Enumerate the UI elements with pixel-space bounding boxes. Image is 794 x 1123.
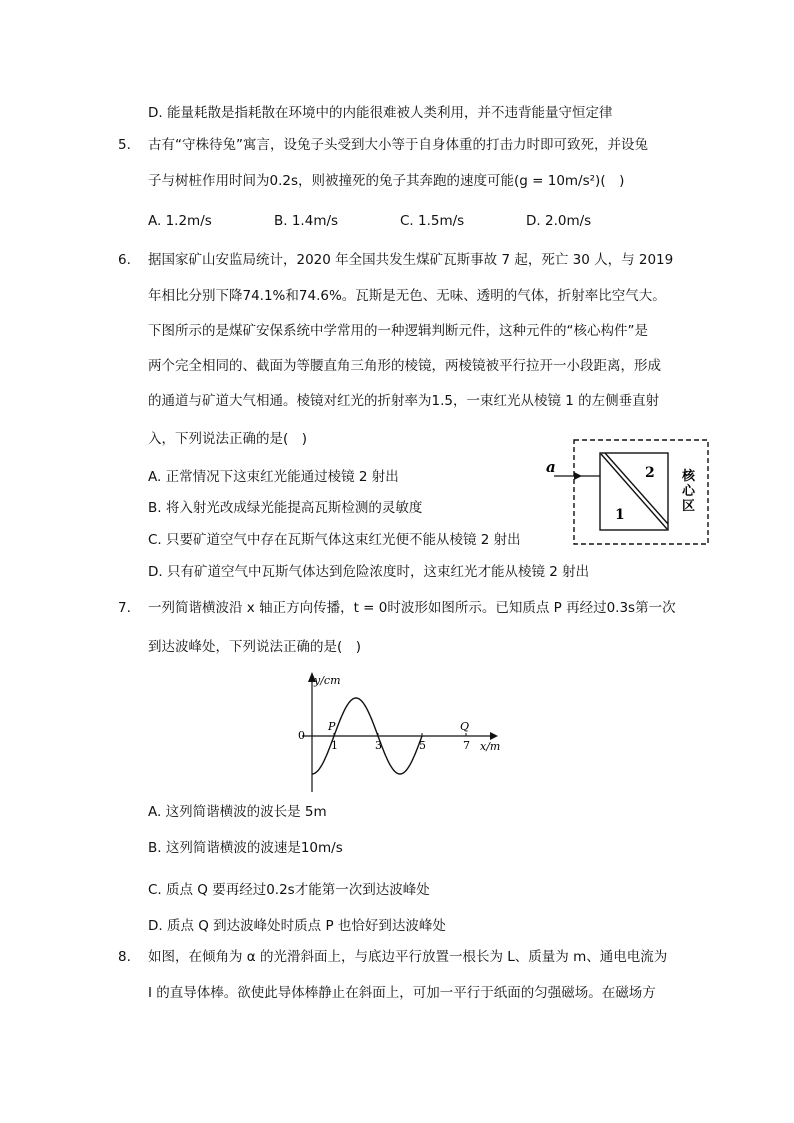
q7-option-d: D. 质点 Q 到达波峰处时质点 P 也恰好到达波峰处	[148, 918, 446, 934]
q7-option-a: A. 这列简谐横波的波长是 5m	[148, 804, 327, 820]
prism-2-label: 2	[645, 465, 655, 481]
q5-option-d: D. 2.0m/s	[526, 213, 592, 229]
q7-line-2: 到达波峰处，下列说法正确的是( )	[148, 639, 362, 655]
q7-option-b: B. 这列简谐横波的波速是10m/s	[148, 840, 343, 856]
x-tick-label-7: 7	[463, 739, 470, 752]
q6-option-b: B. 将入射光改成绿光能提高瓦斯检测的灵敏度	[148, 500, 423, 516]
y-axis-label: y/cm	[314, 674, 341, 687]
q6-line-1: 据国家矿山安监局统计，2020 年全国共发生煤矿瓦斯事故 7 起，死亡 30 人，与 2019	[148, 252, 674, 268]
x-tick-label-1: 1	[331, 739, 338, 752]
q6-option-d: D. 只有矿道空气中瓦斯气体达到危险浓度时，这束红光才能从棱镜 2 射出	[148, 564, 590, 580]
prism-diagram	[540, 436, 712, 548]
core-label-1: 核	[682, 469, 696, 484]
ray-label: a	[546, 458, 556, 476]
q5-option-a: A. 1.2m/s	[148, 213, 212, 229]
q8-line-2: I 的直导体棒。欲使此导体棒静止在斜面上，可加一平行于纸面的匀强磁场。在磁场方	[148, 985, 656, 1001]
q5-line-2: 子与树桩作用时间为0.2s，则被撞死的兔子其奔跑的速度可能(g = 10m/s²)( )	[148, 173, 625, 189]
wave-chart	[290, 668, 510, 798]
q5-option-b: B. 1.4m/s	[274, 213, 339, 229]
core-label-3: 区	[682, 499, 696, 514]
q6-number: 6.	[118, 252, 131, 268]
prism-1-label: 1	[615, 507, 625, 523]
origin-label: 0	[298, 729, 305, 742]
q4-option-d: D. 能量耗散是指耗散在环境中的内能很难被人类利用，并不违背能量守恒定律	[148, 105, 613, 121]
q6-option-a: A. 正常情况下这束红光能通过棱镜 2 射出	[148, 469, 399, 485]
q8-line-1: 如图，在倾角为 α 的光滑斜面上，与底边平行放置一根长为 L、质量为 m、通电电流为	[148, 949, 668, 965]
q5-option-c: C. 1.5m/s	[400, 213, 465, 229]
q6-option-c: C. 只要矿道空气中存在瓦斯气体这束红光便不能从棱镜 2 射出	[148, 532, 521, 548]
x-axis-arrow-icon	[490, 732, 498, 740]
q6-line-3: 下图所示的是煤矿安保系统中学常用的一种逻辑判断元件，这种元件的“核心构件”是	[148, 323, 648, 339]
q6-line-4: 两个完全相同的、截面为等腰直角三角形的棱镜，两棱镜被平行拉开一小段距离，形成	[148, 358, 661, 374]
x-tick-label-3: 3	[375, 739, 382, 752]
q6-line-6: 入，下列说法正确的是( )	[148, 431, 308, 447]
q7-number: 7.	[118, 600, 131, 616]
core-label-2: 心	[682, 484, 696, 499]
ray-arrow-icon	[574, 472, 582, 480]
q7-option-c: C. 质点 Q 要再经过0.2s才能第一次到达波峰处	[148, 882, 430, 898]
q5-number: 5.	[118, 137, 131, 153]
prism-gap-line-1	[601, 454, 667, 529]
q6-line-2: 年相比分别下降74.1%和74.6%。瓦斯是无色、无味、透明的气体，折射率比空气大。	[148, 288, 666, 304]
point-label-P: P	[328, 720, 336, 733]
q6-line-5: 的通道与矿道大气相通。棱镜对红光的折射率为1.5，一束红光从棱镜 1 的左侧垂直射	[148, 393, 660, 409]
q8-number: 8.	[118, 949, 131, 965]
q7-line-1: 一列简谐横波沿 x 轴正方向传播，t = 0时波形如图所示。已知质点 P 再经过0.3s第一次	[148, 600, 676, 616]
point-label-Q: Q	[460, 720, 470, 733]
q5-line-1: 古有“守株待兔”寓言，设兔子头受到大小等于自身体重的打击力时即可致死，并设兔	[148, 137, 648, 153]
x-tick-label-5: 5	[419, 739, 426, 752]
x-axis-label: x/m	[480, 740, 501, 753]
